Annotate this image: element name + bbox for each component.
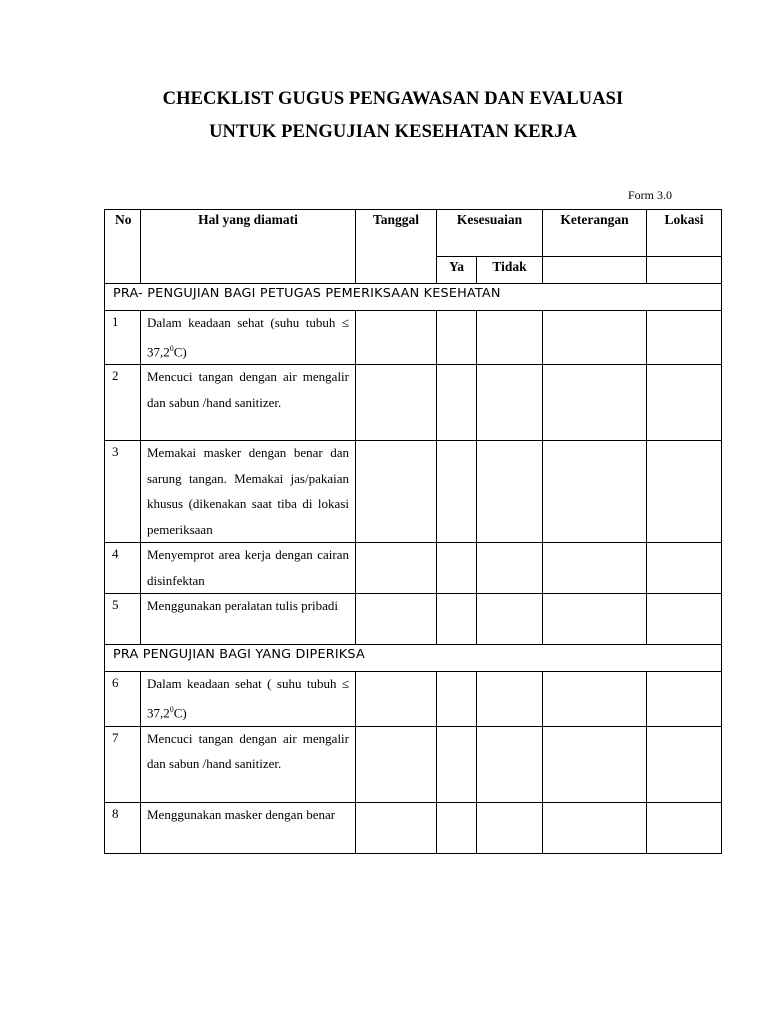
yes-cell: [437, 441, 477, 543]
row-item-text: [141, 672, 356, 726]
header-date: Tanggal: [356, 210, 437, 284]
row-number: 5: [105, 594, 141, 645]
item-text: Memakai masker dengan benar dan sarung tangan. Memakai jas/pakaian khusus (dikenakan saat tiba di lokasi pemeriksaan: [147, 445, 349, 537]
notes-cell: [543, 726, 647, 802]
date-cell: [356, 726, 437, 802]
location-cell: [647, 594, 722, 645]
row-item-text: [141, 441, 356, 543]
header-notes: Keterangan: [543, 210, 647, 257]
yes-cell: [437, 311, 477, 365]
document-title-line-1: CHECKLIST GUGUS PENGAWASAN DAN EVALUASI: [162, 89, 624, 109]
form-number: Form 3.0: [628, 188, 673, 202]
header-no-conform: Tidak: [477, 257, 543, 284]
row-number: 6: [105, 672, 141, 726]
notes-cell: [543, 365, 647, 441]
item-text: Menggunakan masker dengan benar: [147, 806, 336, 822]
location-cell: [647, 365, 722, 441]
row-item-text: [141, 802, 356, 853]
row-item-text: [141, 726, 356, 802]
date-cell: [356, 311, 437, 365]
table-row: [105, 594, 722, 645]
table-row: [105, 441, 722, 543]
no-conform-cell: [477, 441, 543, 543]
row-item-text: [141, 365, 356, 441]
no-conform-cell: [477, 672, 543, 726]
checklist-table: [104, 209, 722, 854]
no-conform-cell: [477, 802, 543, 853]
header-conformity: Kesesuaian: [437, 210, 543, 257]
header-location: Lokasi: [647, 210, 722, 257]
table-row: [105, 543, 722, 594]
document-title-line-2: UNTUK PENGUJIAN KESEHATAN KERJA: [209, 122, 577, 142]
notes-cell: [543, 594, 647, 645]
header-location-blank: [647, 257, 722, 284]
header-yes: Ya: [437, 257, 477, 284]
notes-cell: [543, 311, 647, 365]
degree-superscript: 0: [169, 704, 174, 714]
row-number: 2: [105, 365, 141, 441]
item-text: Mencuci tangan dengan air mengalir dan sabun /hand sanitizer.: [147, 369, 349, 410]
table-row: [105, 365, 722, 441]
no-conform-cell: [477, 311, 543, 365]
no-conform-cell: [477, 594, 543, 645]
notes-cell: [543, 802, 647, 853]
item-text: Dalam keadaan sehat ( suhu tubuh ≤ 37,2: [147, 676, 349, 721]
row-number: 3: [105, 441, 141, 543]
yes-cell: [437, 802, 477, 853]
section-title: PRA PENGUJIAN BAGI YANG DIPERIKSA: [105, 645, 722, 672]
row-number: 1: [105, 311, 141, 365]
row-item-text: [141, 594, 356, 645]
table-row: [105, 672, 722, 726]
no-conform-cell: [477, 543, 543, 594]
row-number: 8: [105, 802, 141, 853]
notes-cell: [543, 543, 647, 594]
yes-cell: [437, 672, 477, 726]
header-item: Hal yang diamati: [141, 210, 356, 284]
date-cell: [356, 365, 437, 441]
table-header-row: [105, 210, 722, 257]
notes-cell: [543, 672, 647, 726]
header-no: No: [105, 210, 141, 284]
item-text-suffix: C): [173, 343, 187, 359]
section-row: [105, 284, 722, 311]
date-cell: [356, 802, 437, 853]
no-conform-cell: [477, 365, 543, 441]
item-text-suffix: C): [173, 705, 187, 721]
degree-superscript: 0: [169, 343, 174, 353]
item-text: Mencuci tangan dengan air mengalir dan sabun /hand sanitizer.: [147, 730, 349, 772]
header-notes-blank: [543, 257, 647, 284]
row-number: 4: [105, 543, 141, 594]
no-conform-cell: [477, 726, 543, 802]
yes-cell: [437, 543, 477, 594]
location-cell: [647, 311, 722, 365]
item-text: Menggunakan peralatan tulis pribadi: [147, 598, 338, 614]
date-cell: [356, 543, 437, 594]
row-item-text: [141, 543, 356, 594]
yes-cell: [437, 594, 477, 645]
yes-cell: [437, 726, 477, 802]
date-cell: [356, 594, 437, 645]
table-row: [105, 311, 722, 365]
table-row: [105, 726, 722, 802]
section-row: [105, 645, 722, 672]
date-cell: [356, 441, 437, 543]
location-cell: [647, 543, 722, 594]
location-cell: [647, 802, 722, 853]
notes-cell: [543, 441, 647, 543]
section-title: PRA- PENGUJIAN BAGI PETUGAS PEMERIKSAAN KESEHATAN: [105, 284, 722, 311]
item-text: Menyemprot area kerja dengan cairan disinfektan: [147, 547, 349, 588]
yes-cell: [437, 365, 477, 441]
location-cell: [647, 672, 722, 726]
location-cell: [647, 726, 722, 802]
table-row: [105, 802, 722, 853]
row-number: 7: [105, 726, 141, 802]
item-text: Dalam keadaan sehat (suhu tubuh ≤ 37,2: [147, 315, 349, 359]
row-item-text: [141, 311, 356, 365]
location-cell: [647, 441, 722, 543]
date-cell: [356, 672, 437, 726]
